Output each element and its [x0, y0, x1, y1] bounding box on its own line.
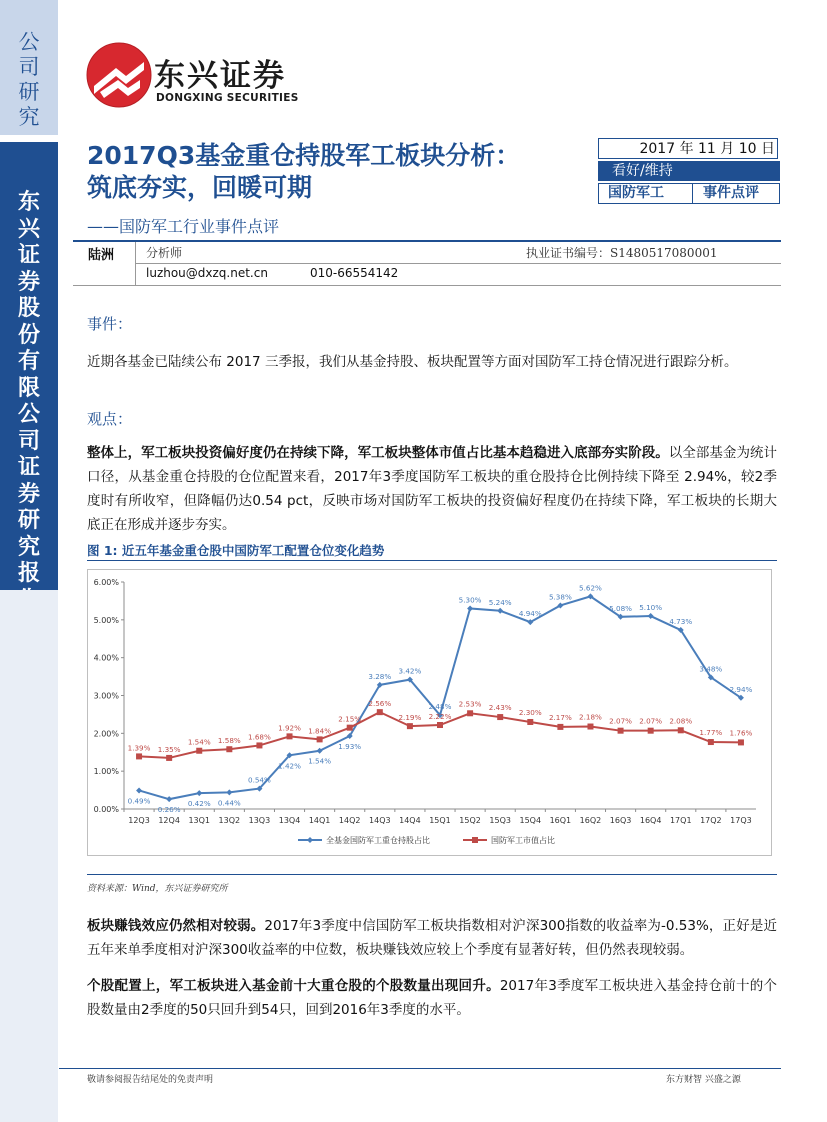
line-chart	[88, 570, 771, 855]
figure-source: 资料来源：Wind，东兴证券研究所	[87, 884, 228, 894]
series-point	[467, 605, 473, 611]
legend-marker	[472, 837, 478, 843]
tag-row	[598, 183, 780, 204]
series-line-0	[139, 596, 741, 799]
x-tick-label: 12Q4	[158, 816, 180, 825]
analyst-phone: 010-66554142	[310, 266, 399, 280]
data-label: 2.56%	[368, 699, 392, 709]
report-title: 2017Q3基金重仓持股军工板块分析：筑底夯实，回暖可期	[87, 141, 521, 202]
data-label: 2.22%	[428, 712, 452, 722]
series-point	[166, 755, 172, 761]
x-tick-label: 14Q2	[338, 816, 361, 825]
paragraph-3	[87, 974, 777, 1022]
series-point	[497, 714, 503, 720]
sidebar-top-band	[0, 0, 58, 135]
data-label: 1.54%	[187, 737, 211, 747]
footer-slogan: 东方财智 兴盛之源	[666, 1075, 741, 1085]
data-label: 2.30%	[518, 707, 542, 717]
data-label: 2.43%	[488, 703, 512, 713]
x-tick-label: 13Q1	[188, 816, 211, 825]
view-paragraph-1	[87, 441, 777, 537]
p1-text: 以全部基金为统计口径，从基金重仓持股的仓位配置来看，2017年3季度国防军工板块的重仓股持仓比例持续下降至 2.94%，较2季度时有所收窄，但降幅仍达0.54 pct，反映市场对国防军工板块的投资偏好程度仍在持续下降，军工板块的长期大底正在形成并逐步夯实。	[87, 445, 778, 533]
series-point	[196, 790, 202, 796]
series-point	[678, 727, 684, 733]
data-label: 2.18%	[579, 712, 602, 722]
data-label: 5.62%	[579, 583, 602, 593]
data-label: 0.54%	[248, 775, 271, 785]
y-tick-label: 0.00%	[93, 805, 119, 814]
data-label: 1.39%	[127, 743, 151, 753]
data-label: 4.94%	[518, 609, 542, 619]
analyst-role: 分析师	[146, 246, 183, 260]
series-point	[557, 724, 563, 730]
x-tick-label: 16Q3	[609, 816, 632, 825]
x-tick-label: 13Q3	[248, 816, 271, 825]
analyst-name: 陆洲	[88, 248, 115, 263]
data-label: 0.26%	[157, 805, 181, 815]
series-point	[618, 728, 624, 734]
data-label: 3.28%	[368, 671, 392, 681]
chart-frame	[87, 569, 772, 856]
x-tick-label: 14Q4	[399, 816, 421, 825]
logo-name-en: DONGXING SECURITIES	[156, 92, 299, 104]
series-point	[587, 724, 593, 730]
data-label: 3.48%	[699, 664, 723, 674]
event-heading: 事件：	[87, 315, 133, 333]
series-point	[136, 753, 142, 759]
x-tick-label: 15Q3	[489, 816, 511, 825]
data-label: 1.35%	[157, 744, 181, 754]
data-label: 2.17%	[548, 712, 572, 722]
company-logo	[86, 42, 316, 108]
series-point	[287, 733, 293, 739]
data-label: 1.92%	[278, 723, 301, 733]
data-label: 5.24%	[488, 597, 512, 607]
analyst-table	[73, 240, 781, 286]
x-tick-label: 17Q3	[730, 816, 752, 825]
data-label: 3.42%	[398, 666, 422, 676]
legend-marker	[307, 837, 313, 843]
series-point	[347, 725, 353, 731]
y-tick-label: 5.00%	[93, 615, 119, 625]
report-subtitle: ——国防军工行业事件点评	[87, 217, 280, 236]
series-point	[497, 608, 503, 614]
data-label: 1.68%	[248, 732, 271, 742]
data-label: 5.38%	[548, 592, 572, 602]
x-tick-label: 15Q2	[459, 816, 481, 825]
y-tick-label: 2.00%	[93, 729, 119, 739]
rating-box	[598, 138, 780, 204]
series-point	[226, 789, 232, 795]
analyst-cert: 执业证书编号：S1480517080001	[526, 246, 718, 260]
x-tick-label: 16Q1	[549, 816, 572, 825]
event-paragraph: 近期各基金已陆续公布 2017 三季报，我们从基金持股、板块配置等方面对国防军工持仓情况进行跟踪分析。	[87, 354, 738, 370]
p3-bold: 个股配置上，军工板块进入基金前十大重仓股的个股数量出现回升。	[87, 978, 500, 994]
industry-tag: 国防军工	[608, 185, 664, 201]
series-point	[467, 710, 473, 716]
series-point	[738, 739, 744, 745]
analyst-email[interactable]: luzhou@dxzq.net.cn	[146, 266, 268, 280]
x-tick-label: 14Q3	[369, 816, 391, 825]
view-heading: 观点：	[87, 410, 133, 428]
legend-label: 全基金国防军工重仓持股占比	[326, 836, 430, 845]
p2-text: 2017年3季度中信国防军工板块指数相对沪深300指数的收益率为-0.53%，正好是近五年来单季度相对沪深300收益率的中位数，板块赚钱效应较上个季度有显著好转，但仍然表现较弱。	[87, 918, 777, 958]
data-label: 5.30%	[458, 595, 482, 605]
y-tick-label: 1.00%	[93, 767, 119, 777]
data-label: 2.48%	[428, 702, 452, 712]
y-tick-label: 4.00%	[93, 653, 119, 663]
x-tick-label: 17Q1	[669, 816, 692, 825]
x-tick-label: 12Q3	[128, 816, 150, 825]
series-point	[377, 709, 383, 715]
data-label: 1.93%	[338, 741, 362, 751]
sidebar-bottom-band	[0, 590, 58, 1122]
series-point	[317, 736, 323, 742]
p2-bold: 板块赚钱效应仍然相对较弱。	[87, 918, 265, 934]
report-date: 2017 年 11 月 10 日	[598, 138, 778, 159]
data-label: 1.42%	[278, 761, 301, 771]
y-tick-label: 6.00%	[93, 578, 119, 587]
data-label: 2.08%	[669, 716, 693, 726]
series-point	[437, 722, 443, 728]
series-point	[648, 613, 654, 619]
p3-text: 2017年3季度军工板块进入基金持仓前十的个股数量由2季度的50只回升到54只，回到2016年3季度的水平。	[87, 978, 777, 1018]
data-label: 1.54%	[308, 756, 332, 766]
x-tick-label: 13Q4	[278, 816, 301, 825]
logo-mark-icon	[86, 42, 152, 108]
series-point	[527, 719, 533, 725]
series-point	[166, 796, 172, 802]
company-report-label: 东兴证券股份有限公司证券研究报	[17, 190, 40, 586]
y-tick-label: 3.00%	[93, 691, 119, 701]
data-label: 2.15%	[338, 714, 362, 724]
series-point	[196, 748, 202, 754]
report-category-label: 公司研究	[18, 30, 40, 129]
data-label: 1.76%	[729, 728, 753, 738]
data-label: 2.07%	[609, 716, 632, 726]
x-tick-label: 15Q4	[519, 816, 542, 825]
x-tick-label: 16Q4	[639, 816, 662, 825]
data-label: 4.73%	[669, 617, 693, 627]
data-label: 1.58%	[217, 736, 241, 746]
data-label: 2.07%	[639, 716, 663, 726]
figure-title: 图 1: 近五年基金重仓股中国防军工配置仓位变化趋势	[87, 543, 385, 558]
data-label: 0.42%	[187, 799, 211, 809]
series-point	[226, 746, 232, 752]
p1-bold: 整体上，军工板块投资偏好度仍在持续下降，军工板块整体市值占比基本趋稳进入底部夯实阶段。	[87, 445, 669, 461]
series-point	[407, 723, 413, 729]
series-point	[648, 728, 654, 734]
sidebar	[0, 0, 58, 1122]
data-label: 1.84%	[308, 726, 332, 736]
data-label: 2.19%	[398, 713, 422, 723]
data-label: 0.44%	[217, 798, 241, 808]
series-point	[136, 787, 142, 793]
series-point	[256, 742, 262, 748]
footer-disclaimer: 敬请参阅报告结尾处的免责声明	[87, 1075, 214, 1085]
legend-label: 国防军工市值占比	[491, 836, 555, 845]
data-label: 1.77%	[699, 728, 723, 738]
data-label: 5.08%	[609, 603, 632, 613]
x-tick-label: 14Q1	[308, 816, 331, 825]
x-tick-label: 15Q1	[429, 816, 451, 825]
data-label: 0.49%	[127, 796, 151, 806]
x-tick-label: 13Q2	[218, 816, 241, 825]
sidebar-main-band	[0, 142, 58, 590]
rating-label: 看好/维持	[598, 161, 780, 181]
logo-name-cn: 东兴证券	[154, 58, 286, 94]
data-label: 2.53%	[458, 699, 482, 709]
x-tick-label: 16Q2	[579, 816, 602, 825]
paragraph-2	[87, 914, 777, 962]
data-label: 2.94%	[729, 684, 753, 694]
data-label: 5.10%	[639, 603, 663, 613]
report-type-tag: 事件点评	[703, 185, 759, 201]
series-point	[708, 739, 714, 745]
x-tick-label: 17Q2	[700, 816, 722, 825]
